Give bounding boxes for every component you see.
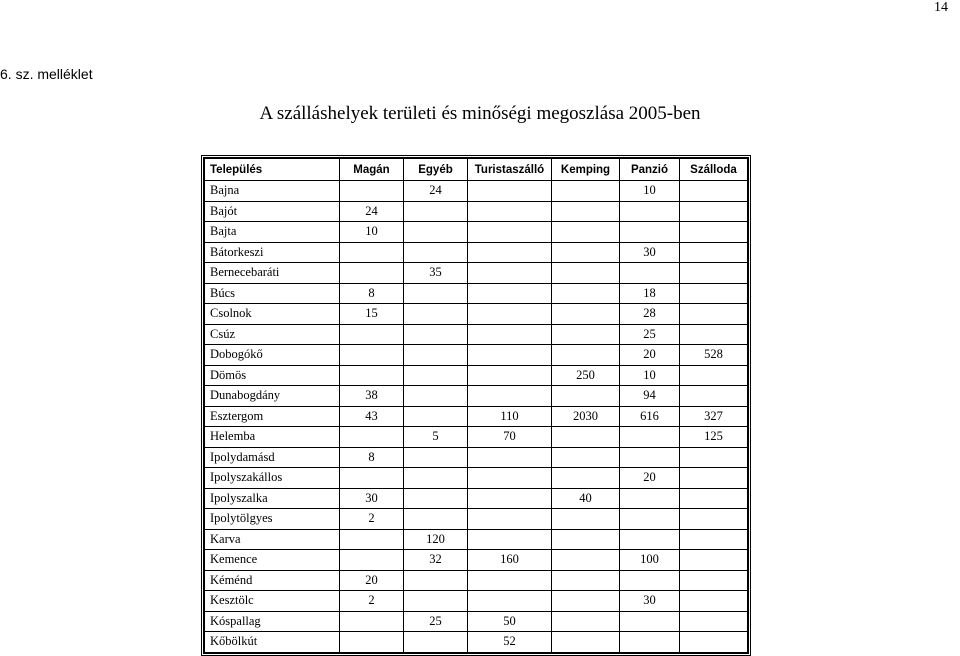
value-cell: 30	[620, 591, 680, 612]
value-cell: 327	[680, 406, 748, 427]
value-cell	[468, 488, 552, 509]
value-cell	[552, 427, 620, 448]
value-cell	[620, 570, 680, 591]
table-row	[205, 427, 748, 448]
settlement-name-cell: Bajna	[205, 181, 340, 202]
value-cell: 20	[620, 345, 680, 366]
settlement-name-cell: Bajót	[205, 201, 340, 222]
value-cell	[404, 304, 468, 325]
value-cell: 28	[620, 304, 680, 325]
value-cell: 18	[620, 283, 680, 304]
value-cell: 2030	[552, 406, 620, 427]
value-cell	[680, 468, 748, 489]
settlement-name-cell: Kemence	[205, 550, 340, 571]
value-cell	[680, 283, 748, 304]
value-cell: 32	[404, 550, 468, 571]
value-cell	[404, 570, 468, 591]
value-cell	[552, 447, 620, 468]
settlement-name-cell: Búcs	[205, 283, 340, 304]
value-cell	[340, 427, 404, 448]
value-cell: 2	[340, 509, 404, 530]
value-cell	[340, 242, 404, 263]
value-cell	[620, 632, 680, 653]
value-cell: 250	[552, 365, 620, 386]
value-cell	[468, 509, 552, 530]
value-cell: 70	[468, 427, 552, 448]
value-cell	[620, 488, 680, 509]
value-cell	[468, 304, 552, 325]
value-cell	[680, 263, 748, 284]
value-cell	[680, 181, 748, 202]
value-cell	[468, 242, 552, 263]
settlement-name-cell: Dunabogdány	[205, 386, 340, 407]
table-row	[205, 242, 748, 263]
table-row	[205, 611, 748, 632]
value-cell	[468, 283, 552, 304]
value-cell: 10	[340, 222, 404, 243]
value-cell: 2	[340, 591, 404, 612]
settlement-name-cell: Kéménd	[205, 570, 340, 591]
value-cell	[468, 365, 552, 386]
value-cell	[552, 324, 620, 345]
settlement-name-cell: Ipolyszalka	[205, 488, 340, 509]
value-cell	[552, 570, 620, 591]
table-row	[205, 365, 748, 386]
value-cell	[620, 201, 680, 222]
column-header: Magán	[340, 159, 404, 181]
settlement-name-cell: Csúz	[205, 324, 340, 345]
table-row	[205, 222, 748, 243]
value-cell: 160	[468, 550, 552, 571]
value-cell	[552, 386, 620, 407]
value-cell	[680, 222, 748, 243]
value-cell	[468, 447, 552, 468]
value-cell	[552, 304, 620, 325]
table-row	[205, 447, 748, 468]
value-cell	[552, 242, 620, 263]
accommodation-table	[201, 155, 751, 656]
settlement-name-cell: Csolnok	[205, 304, 340, 325]
value-cell	[404, 468, 468, 489]
table-row	[205, 529, 748, 550]
value-cell: 125	[680, 427, 748, 448]
table-body	[205, 181, 748, 653]
value-cell: 25	[620, 324, 680, 345]
value-cell: 24	[404, 181, 468, 202]
value-cell: 50	[468, 611, 552, 632]
value-cell	[404, 447, 468, 468]
value-cell	[552, 550, 620, 571]
value-cell: 528	[680, 345, 748, 366]
value-cell	[680, 570, 748, 591]
value-cell	[404, 488, 468, 509]
settlement-name-cell: Bajta	[205, 222, 340, 243]
value-cell	[680, 242, 748, 263]
settlement-name-cell: Esztergom	[205, 406, 340, 427]
table-row	[205, 488, 748, 509]
value-cell	[404, 283, 468, 304]
value-cell	[620, 529, 680, 550]
value-cell	[340, 468, 404, 489]
value-cell	[680, 201, 748, 222]
value-cell	[680, 591, 748, 612]
value-cell	[552, 591, 620, 612]
value-cell	[468, 324, 552, 345]
value-cell	[340, 181, 404, 202]
table-row	[205, 304, 748, 325]
column-header: Szálloda	[680, 159, 748, 181]
value-cell	[404, 365, 468, 386]
value-cell	[552, 529, 620, 550]
value-cell	[620, 611, 680, 632]
value-cell: 35	[404, 263, 468, 284]
value-cell	[340, 324, 404, 345]
value-cell	[404, 632, 468, 653]
settlement-name-cell: Dömös	[205, 365, 340, 386]
settlement-name-cell: Ipolyszakállos	[205, 468, 340, 489]
value-cell	[552, 222, 620, 243]
value-cell	[468, 468, 552, 489]
value-cell	[404, 591, 468, 612]
value-cell: 20	[340, 570, 404, 591]
annex-label: 6. sz. melléklet	[0, 66, 93, 82]
table-row	[205, 386, 748, 407]
value-cell	[404, 406, 468, 427]
value-cell	[552, 468, 620, 489]
value-cell	[680, 304, 748, 325]
table-row	[205, 324, 748, 345]
value-cell	[680, 509, 748, 530]
value-cell: 5	[404, 427, 468, 448]
settlement-name-cell: Kőbölkút	[205, 632, 340, 653]
settlement-name-cell: Helemba	[205, 427, 340, 448]
value-cell	[680, 386, 748, 407]
table-row	[205, 263, 748, 284]
value-cell: 20	[620, 468, 680, 489]
settlement-name-cell: Kóspallag	[205, 611, 340, 632]
value-cell	[340, 632, 404, 653]
settlement-name-cell: Dobogókő	[205, 345, 340, 366]
table-row	[205, 345, 748, 366]
value-cell: 100	[620, 550, 680, 571]
value-cell	[620, 427, 680, 448]
table-row	[205, 283, 748, 304]
value-cell: 15	[340, 304, 404, 325]
column-header: Turistaszálló	[468, 159, 552, 181]
value-cell: 616	[620, 406, 680, 427]
value-cell: 10	[620, 181, 680, 202]
value-cell	[552, 611, 620, 632]
value-cell	[680, 611, 748, 632]
column-header: Egyéb	[404, 159, 468, 181]
value-cell: 30	[340, 488, 404, 509]
value-cell	[468, 263, 552, 284]
value-cell: 25	[404, 611, 468, 632]
value-cell	[340, 345, 404, 366]
value-cell: 38	[340, 386, 404, 407]
value-cell	[340, 529, 404, 550]
value-cell	[680, 324, 748, 345]
value-cell	[468, 591, 552, 612]
value-cell	[468, 386, 552, 407]
value-cell	[468, 570, 552, 591]
value-cell	[552, 345, 620, 366]
value-cell: 8	[340, 447, 404, 468]
column-header: Panzió	[620, 159, 680, 181]
value-cell: 110	[468, 406, 552, 427]
settlement-name-cell: Ipolydamásd	[205, 447, 340, 468]
column-header: Település	[205, 159, 340, 181]
document-title: A szálláshelyek területi és minőségi megoszlása 2005-ben	[259, 103, 701, 124]
value-cell	[404, 242, 468, 263]
value-cell	[404, 345, 468, 366]
value-cell: 10	[620, 365, 680, 386]
value-cell	[680, 447, 748, 468]
value-cell	[404, 509, 468, 530]
value-cell	[680, 529, 748, 550]
value-cell	[680, 550, 748, 571]
value-cell	[468, 345, 552, 366]
value-cell: 52	[468, 632, 552, 653]
value-cell	[552, 509, 620, 530]
value-cell	[340, 611, 404, 632]
value-cell	[468, 201, 552, 222]
table-row	[205, 201, 748, 222]
table-row	[205, 509, 748, 530]
value-cell: 40	[552, 488, 620, 509]
value-cell	[404, 222, 468, 243]
value-cell	[468, 222, 552, 243]
settlement-name-cell: Karva	[205, 529, 340, 550]
value-cell	[620, 263, 680, 284]
value-cell	[620, 447, 680, 468]
table-row	[205, 406, 748, 427]
value-cell	[620, 509, 680, 530]
value-cell: 94	[620, 386, 680, 407]
settlement-name-cell: Ipolytölgyes	[205, 509, 340, 530]
value-cell: 43	[340, 406, 404, 427]
value-cell	[620, 222, 680, 243]
table-row	[205, 468, 748, 489]
value-cell	[404, 386, 468, 407]
value-cell	[552, 181, 620, 202]
page-number: 14	[934, 0, 948, 15]
table-row	[205, 570, 748, 591]
value-cell	[404, 201, 468, 222]
value-cell: 24	[340, 201, 404, 222]
value-cell	[340, 550, 404, 571]
table-row	[205, 591, 748, 612]
settlement-name-cell: Kesztölc	[205, 591, 340, 612]
value-cell	[340, 365, 404, 386]
value-cell	[404, 324, 468, 345]
settlement-name-cell: Bátorkeszi	[205, 242, 340, 263]
column-header: Kemping	[552, 159, 620, 181]
value-cell: 30	[620, 242, 680, 263]
table-header-row	[205, 159, 748, 181]
settlement-name-cell: Bernecebaráti	[205, 263, 340, 284]
value-cell	[552, 263, 620, 284]
value-cell	[340, 263, 404, 284]
table-row	[205, 181, 748, 202]
value-cell	[680, 488, 748, 509]
value-cell	[552, 632, 620, 653]
value-cell	[468, 529, 552, 550]
value-cell	[680, 365, 748, 386]
value-cell	[468, 181, 552, 202]
table-row	[205, 632, 748, 653]
value-cell	[552, 201, 620, 222]
table-row	[205, 550, 748, 571]
value-cell	[680, 632, 748, 653]
value-cell: 8	[340, 283, 404, 304]
value-cell	[552, 283, 620, 304]
value-cell: 120	[404, 529, 468, 550]
